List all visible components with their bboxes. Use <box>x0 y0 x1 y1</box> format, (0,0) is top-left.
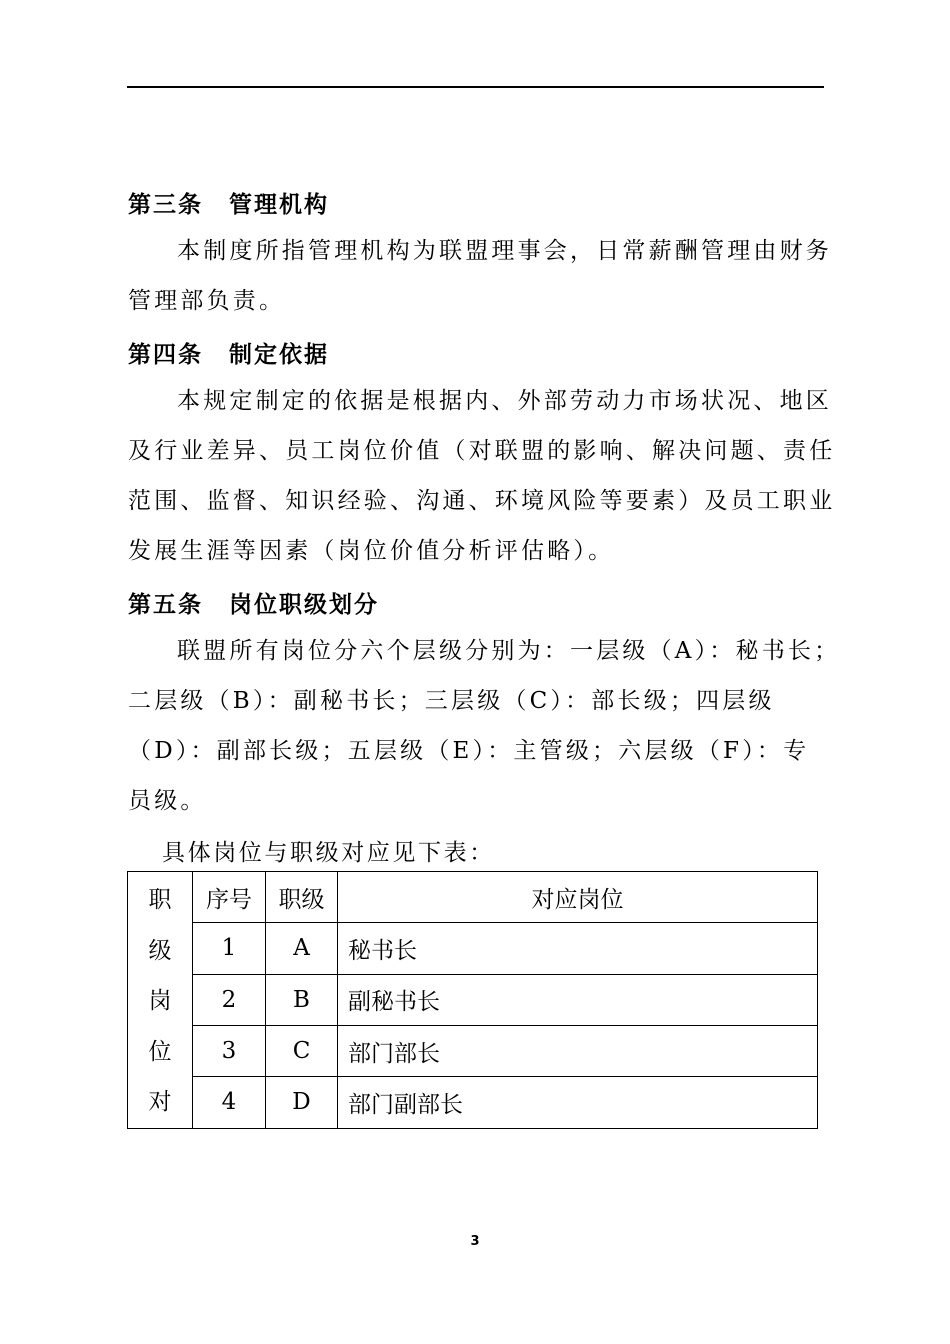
article-4-line: 本规定制定的依据是根据内、外部劳动力市场状况、地区 <box>177 388 832 414</box>
article-3-number: 第三条 <box>128 192 203 218</box>
article-5-body <box>128 626 841 826</box>
article-3-title: 管理机构 <box>229 192 329 218</box>
merged-label-char: 岗 <box>148 988 172 1014</box>
article-4-line: 范围、监督、知识经验、沟通、环境风险等要素）及员工职业 <box>128 488 836 514</box>
row-level: D <box>266 1077 338 1128</box>
row-position: 部门部长 <box>338 1025 818 1076</box>
merged-label-char: 位 <box>148 1038 172 1065</box>
article-4-title: 制定依据 <box>229 342 329 368</box>
header-rule <box>127 86 824 88</box>
row-position: 副秘书长 <box>338 974 818 1025</box>
table-row <box>128 974 818 1025</box>
article-5-line: （D）：副部长级；五层级（E）：主管级；六层级（F）：专 <box>128 738 810 764</box>
article-4-number: 第四条 <box>128 342 203 368</box>
table-header-row <box>128 872 818 923</box>
article-4-heading <box>128 336 329 369</box>
table-row <box>128 1025 818 1076</box>
header-position: 对应岗位 <box>338 872 818 923</box>
table-row <box>128 1077 818 1128</box>
article-5-number: 第五条 <box>128 592 203 618</box>
header-no: 序号 <box>193 872 266 923</box>
article-4-line: 发展生涯等因素（岗位价值分析评估略）。 <box>128 538 615 564</box>
article-5-line: 二层级（B）：副秘书长；三层级（C）：部长级；四层级 <box>128 688 775 714</box>
article-5-line: 联盟所有岗位分六个层级分别为：一层级（A）：秘书长； <box>177 638 841 664</box>
merged-label-cell <box>128 872 193 1129</box>
row-position: 部门副部长 <box>338 1077 818 1128</box>
row-no: 1 <box>193 923 266 974</box>
article-3-line: 管理部负责。 <box>128 288 286 314</box>
table-intro: 具体岗位与职级对应见下表： <box>162 840 495 866</box>
row-level: A <box>266 923 338 974</box>
article-3-line: 本制度所指管理机构为联盟理事会，日常薪酬管理由财务 <box>177 238 832 264</box>
page-number: 3 <box>470 1234 480 1249</box>
row-position: 秘书长 <box>338 923 818 974</box>
merged-label-char: 对 <box>148 1089 172 1115</box>
merged-label-char: 职 <box>148 887 172 913</box>
table-row <box>128 923 818 974</box>
row-no: 3 <box>193 1025 266 1076</box>
grade-position-table <box>127 871 818 1129</box>
row-level: B <box>266 974 338 1025</box>
article-3-body <box>128 226 832 326</box>
article-4-line: 及行业差异、员工岗位价值（对联盟的影响、解决问题、责任 <box>128 438 836 464</box>
row-level: C <box>266 1025 338 1076</box>
merged-label-char: 级 <box>148 937 172 964</box>
article-5-line: 员级。 <box>128 788 207 814</box>
article-3-heading <box>128 186 329 219</box>
row-no: 2 <box>193 974 266 1025</box>
row-no: 4 <box>193 1077 266 1128</box>
article-5-heading <box>128 586 379 619</box>
header-level: 职级 <box>266 872 338 923</box>
article-4-body <box>128 376 836 576</box>
article-5-title: 岗位职级划分 <box>229 592 379 618</box>
